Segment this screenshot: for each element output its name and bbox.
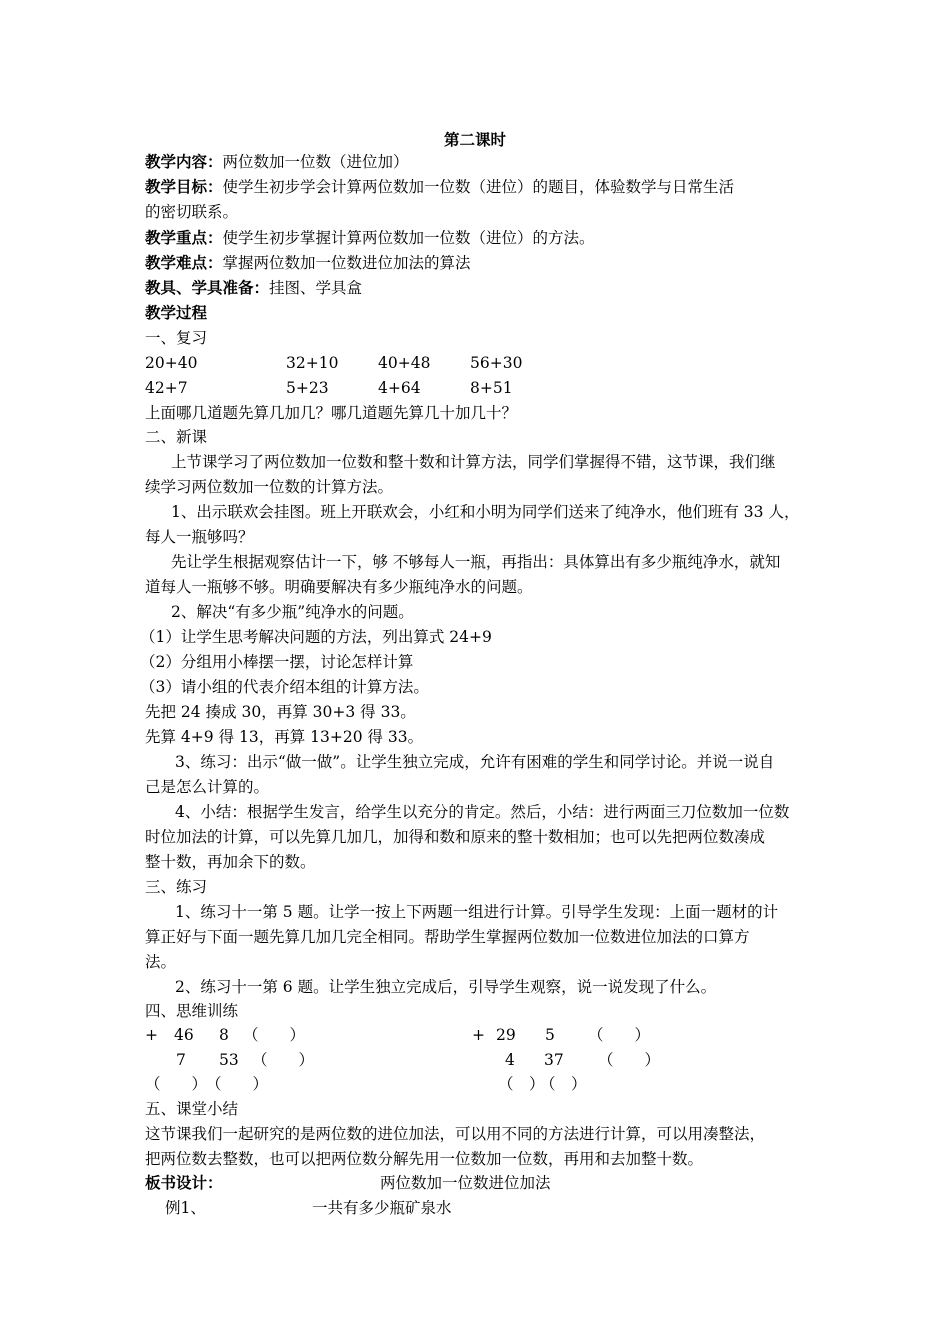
puzzle-number: 8: [219, 1026, 229, 1044]
board-example: 例1、: [165, 1199, 206, 1217]
newlesson-step: （3）请小组的代表介绍本组的计算方法。: [140, 678, 429, 696]
puzzle-number: 4: [505, 1051, 515, 1069]
content-text: 两位数加一位数（进位加）: [222, 153, 409, 171]
tools-label: 教具、学具准备：: [145, 278, 270, 297]
tools-line: [145, 276, 362, 300]
summary-text-cont: 把两位数去整数，也可以把两位数分解先用一位数加一位数，再用和去加整十数。: [145, 1150, 704, 1168]
newlesson-p3: 2、解决“有多少瓶”纯净水的问题。: [171, 603, 414, 621]
practice-e1-cont: 算正好与下面一题先算几加几完全相同。帮助学生掌握两位数加一位数进位加法的口算方: [145, 928, 750, 946]
review-expr: 42+7: [145, 379, 188, 397]
newlesson-intro: 上节课学习了两位数加一位数和整十数和计算方法，同学们掌握得不错，这节课，我们继: [171, 453, 776, 471]
plus-sign: +: [472, 1026, 485, 1044]
difficulty-line: [145, 251, 471, 275]
key-line: [145, 226, 595, 250]
board-question: 一共有多少瓶矿泉水: [312, 1199, 452, 1217]
goal-label: 教学目标：: [145, 177, 223, 196]
newlesson-p5-cont: 整十数，再加余下的数。: [145, 853, 316, 871]
answer-blank: （ ）: [243, 1026, 306, 1044]
newlesson-intro-cont: 续学习两位数加一位数的计算方法。: [145, 478, 394, 496]
newlesson-p5: 4、小结：根据学生发言，给学生以充分的肯定。然后，小结：进行两面三刀位数加一位数: [175, 803, 790, 821]
puzzle-number: 5: [545, 1026, 555, 1044]
practice-e1-cont: 法。: [145, 953, 177, 971]
answer-blank: （ ）: [598, 1051, 661, 1069]
board-title: 两位数加一位数进位加法: [380, 1174, 551, 1192]
review-expr: 8+51: [470, 379, 513, 397]
thinking-heading: 四、思维训练: [145, 1002, 239, 1020]
key-text: 使学生初步掌握计算两位数加一位数（进位）的方法。: [222, 229, 595, 247]
answer-blank: （ ）: [252, 1051, 315, 1069]
review-expr: 32+10: [286, 354, 339, 372]
newlesson-heading: 二、新课: [145, 428, 208, 446]
puzzle-number: 37: [544, 1051, 564, 1069]
review-heading: 一、复习: [145, 329, 208, 347]
practice-heading: 三、练习: [145, 878, 208, 896]
review-question: 上面哪几道题先算几加几？哪几道题先算几十加几十？: [145, 404, 518, 422]
newlesson-method: 先把 24 揍成 30，再算 30+3 得 33。: [145, 703, 416, 721]
newlesson-step: （1）让学生思考解决问题的方法，列出算式 24+9: [140, 628, 492, 646]
newlesson-p1: 1、出示联欢会挂图。班上开联欢会，小红和小明为同学们送来了纯净水，他们班有 33 人，: [171, 503, 800, 521]
answer-blank: （ ）: [540, 1075, 587, 1093]
key-label: 教学重点：: [145, 228, 223, 247]
goal-line: [145, 175, 734, 199]
answer-blank: （ ）: [588, 1026, 651, 1044]
newlesson-p1-cont: 每人一瓶够吗？: [145, 528, 254, 546]
tools-text: 挂图、学具盒: [269, 279, 363, 297]
newlesson-p2: 先让学生根据观察估计一下，够 不够每人一瓶，再指出：具体算出有多少瓶纯净水，就知: [171, 553, 781, 571]
plus-sign: +: [145, 1026, 158, 1044]
goal-text: 使学生初步学会计算两位数加一位数（进位）的题目，体验数学与日常生活: [222, 178, 735, 196]
review-expr: 4+64: [378, 379, 421, 397]
newlesson-p4-cont: 己是怎么计算的。: [145, 778, 270, 796]
content-label: 教学内容：: [145, 152, 223, 171]
puzzle-number: 7: [176, 1051, 186, 1069]
newlesson-method: 先算 4+9 得 13，再算 13+20 得 33。: [145, 728, 424, 746]
puzzle-number: 53: [219, 1051, 239, 1069]
newlesson-step: （2）分组用小棒摆一摆，讨论怎样计算: [140, 653, 414, 671]
review-expr: 40+48: [378, 354, 431, 372]
practice-e1: 1、练习十一第 5 题。让学一按上下两题一组进行计算。引导学生发现：上面一题材的计: [175, 903, 779, 921]
summary-text: 这节课我们一起研究的是两位数的进位加法，可以用不同的方法进行计算，可以用凑整法，: [145, 1125, 766, 1143]
practice-e2: 2、练习十一第 6 题。让学生独立完成后，引导学生观察，说一说发现了什么。: [175, 978, 717, 996]
answer-blank: （ ）: [206, 1075, 269, 1093]
newlesson-p4: 3、练习：出示“做一做”。让学生独立完成，允许有困难的学生和同学讨论。并说一说自: [175, 753, 775, 771]
review-expr: 56+30: [470, 354, 523, 372]
review-expr: 5+23: [286, 379, 329, 397]
puzzle-number: 46: [174, 1026, 194, 1044]
process-heading: 教学过程: [145, 303, 208, 322]
answer-blank: （ ）: [498, 1075, 545, 1093]
difficulty-label: 教学难点：: [145, 253, 223, 272]
content-line: [145, 150, 409, 174]
goal-cont: 的密切联系。: [145, 203, 239, 221]
review-expr: 20+40: [145, 354, 198, 372]
summary-heading: 五、课堂小结: [145, 1100, 239, 1118]
page-title: 第二课时: [443, 130, 506, 149]
newlesson-p2-cont: 道每人一瓶够不够。明确要解决有多少瓶纯净水的问题。: [145, 578, 533, 596]
difficulty-text: 掌握两位数加一位数进位加法的算法: [222, 254, 471, 272]
answer-blank: （ ）: [145, 1075, 208, 1093]
puzzle-number: 29: [496, 1026, 516, 1044]
board-label: 板书设计：: [145, 1173, 223, 1192]
newlesson-p5-cont: 时位加法的计算，可以先算几加几，加得和数和原来的整十数相加；也可以先把两位数凑成: [145, 828, 766, 846]
